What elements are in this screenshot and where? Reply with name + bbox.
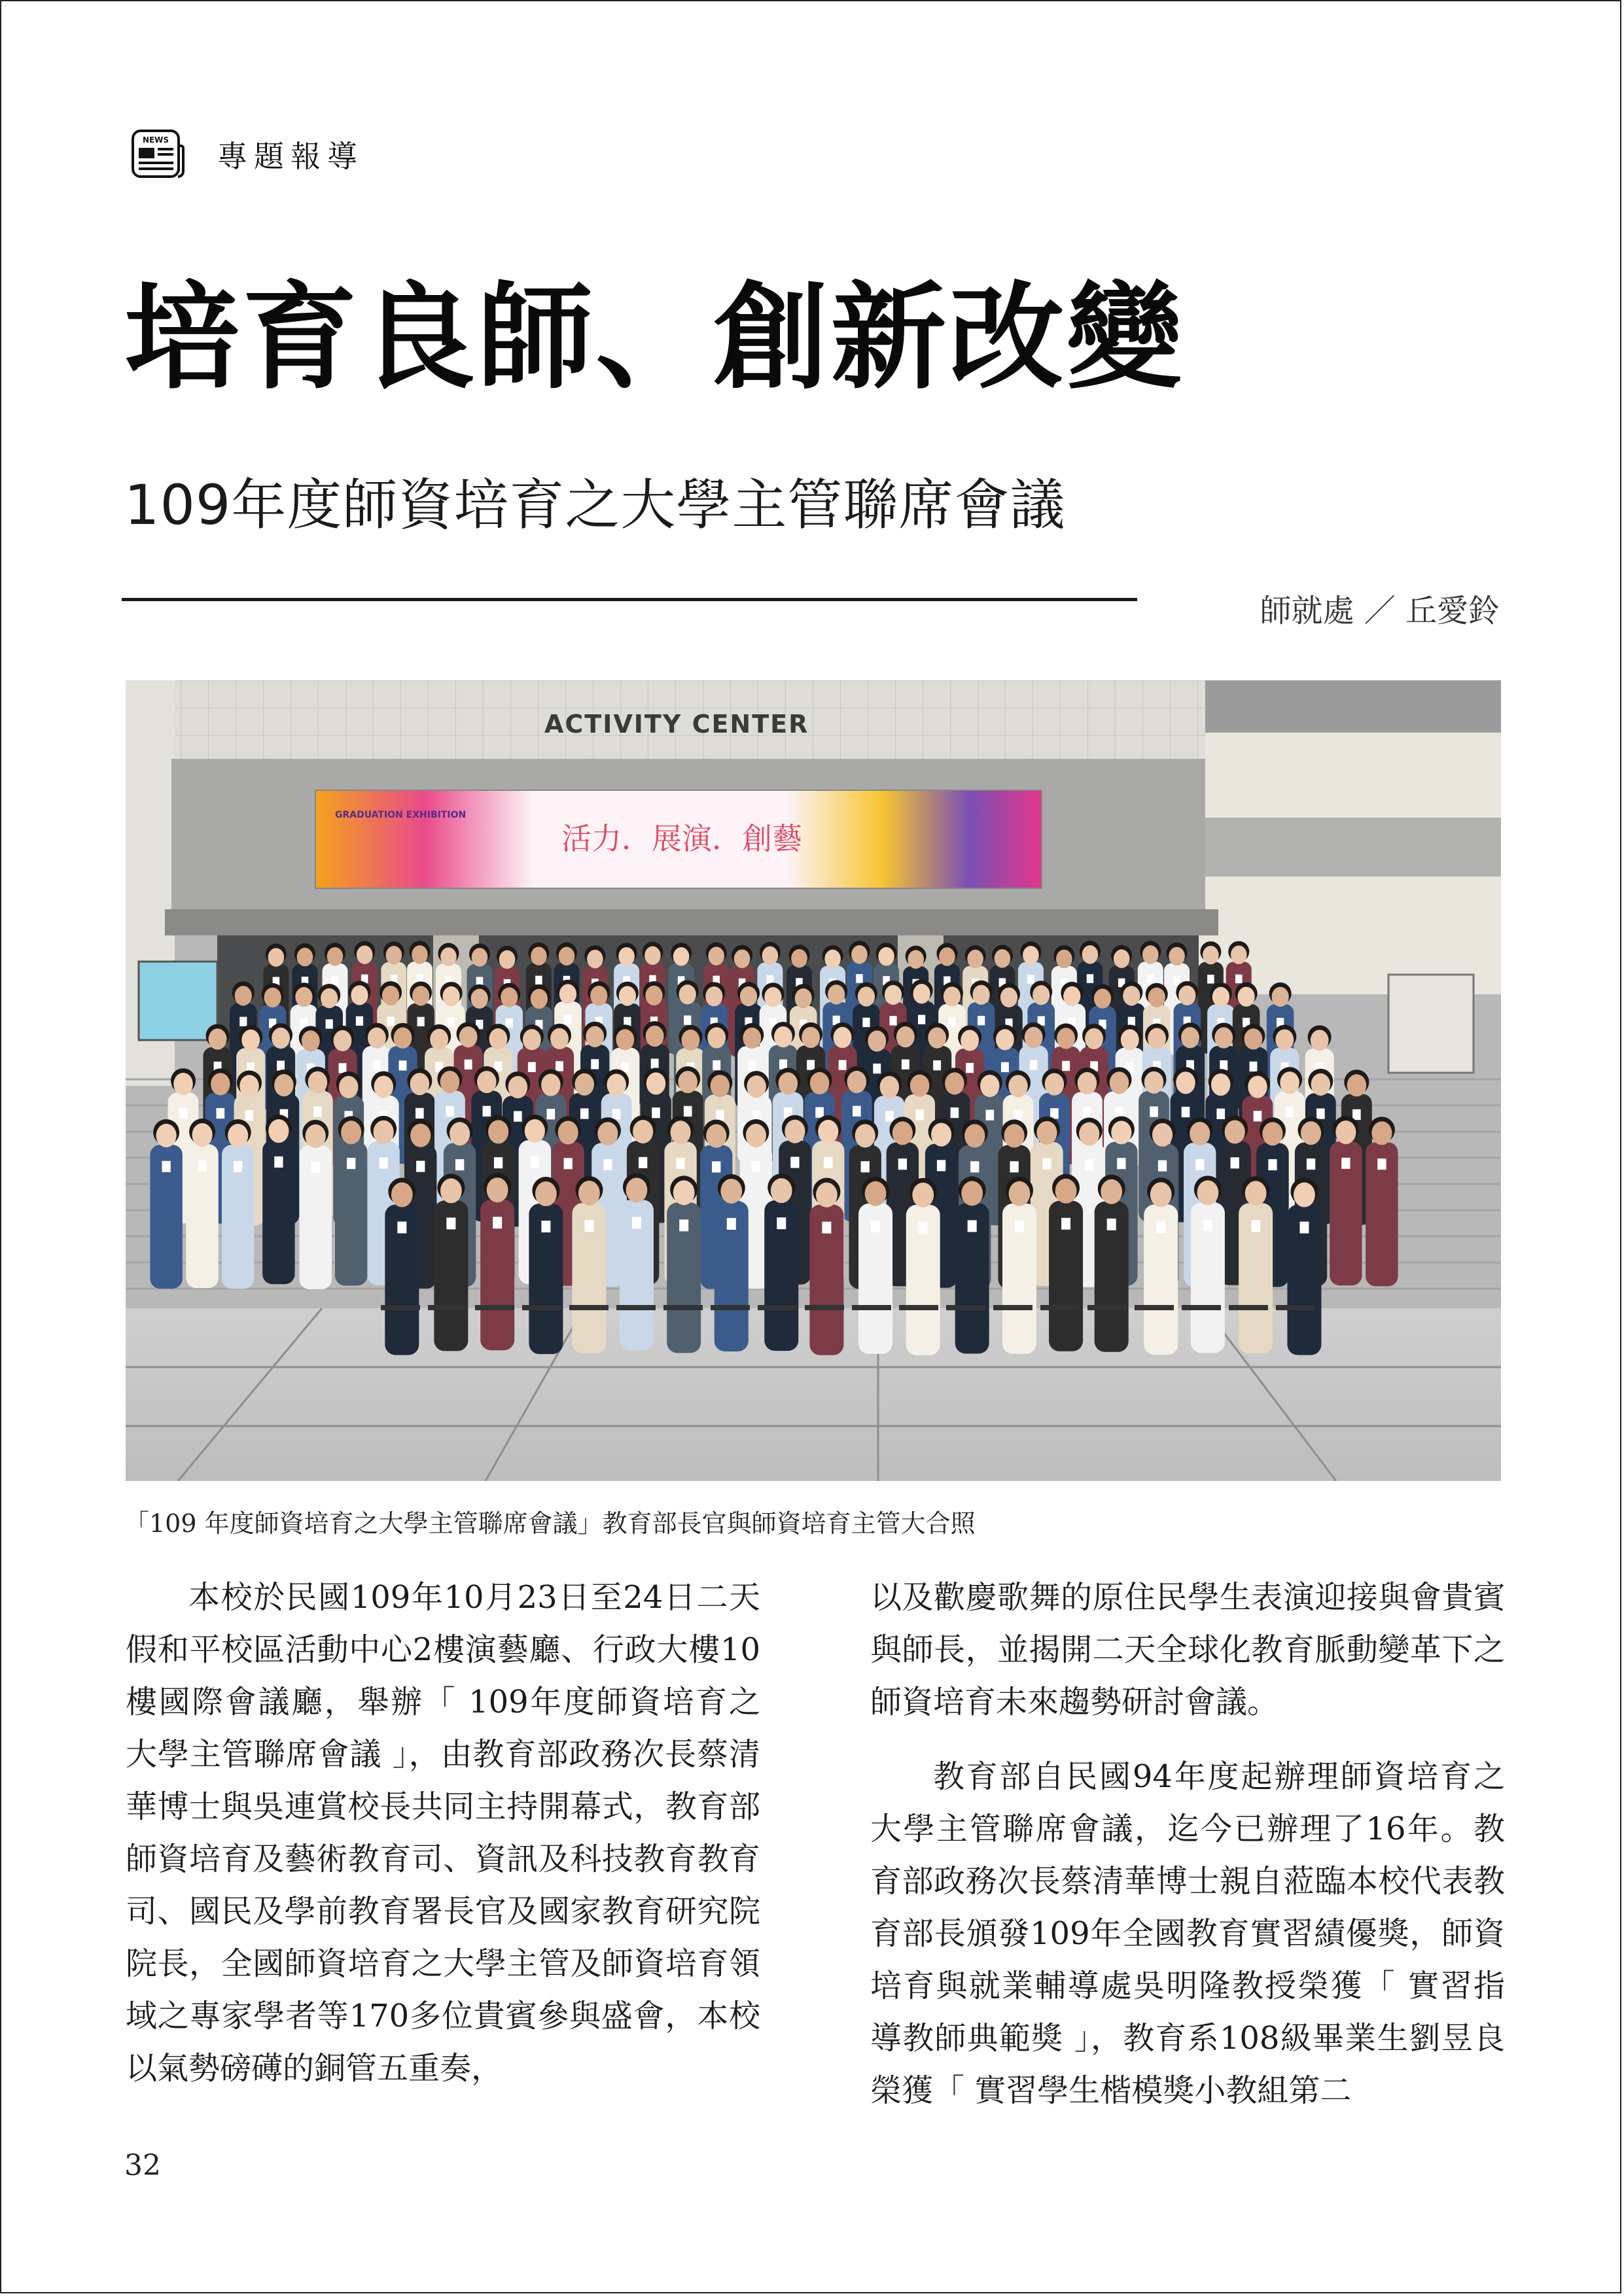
body-paragraph: 本校於民國109年10月23日至24日二天假和平校區活動中心2樓演藝廳、行政大樓10樓國際會議廳，舉辦「 109年度師資培育之大學主管聯席會議 」，由教育部政務次長蔡清華博士與吳連賞校長共同主持開幕式，教育部師資培育及藝術教育司、資訊及科技教育教育司、國民及學前教育署長官及國家教育研究院院長，全國師資培育之大學主管及師資培育領域之專家學者等170多位貴賓參與盛會，本校以氣勢磅礡的銅管五重奏， <box>126 1579 760 2087</box>
article-subtitle: 109年度師資培育之大學主管聯席會議 <box>124 473 1066 537</box>
building-sign: ACTIVITY CENTER <box>544 710 809 739</box>
body-column-right <box>870 1571 1505 2117</box>
page-number: 32 <box>124 2149 161 2182</box>
section-header <box>131 128 364 181</box>
title-rule <box>122 598 1137 601</box>
newspaper-icon-text: NEWS <box>142 135 169 145</box>
photo-caption: 「109 年度師資培育之大學主管聯席會議」教育部長官與師資培育主管大合照 <box>124 1509 976 1538</box>
body-column-left <box>126 1571 760 2095</box>
body-paragraph: 教育部自民國94年度起辦理師資培育之大學主管聯席會議，迄今已辦理了16年。教育部政務次長蔡清華博士親自蒞臨本校代表教育部長頒發109年全國教育實習績優獎，師資培育與就業輔導處吳明隆教授榮獲「 實習指導教師典範獎 」，教育系108級畢業生劉昱良榮獲「 實習學生楷模獎小教組第二 <box>870 1758 1505 2109</box>
section-label: 專題報導 <box>217 139 364 174</box>
body-paragraph-continued: 以及歡慶歌舞的原住民學生表演迎接與會貴賓與師長，並揭開二天全球化教育脈動變革下之師資培育未來趨勢研討會議。 <box>870 1579 1505 1720</box>
article-title: 培育良師、創新改變 <box>124 270 1185 405</box>
byline: 師就處 ／ 丘愛鈴 <box>1260 593 1500 629</box>
group-photo <box>126 680 1501 1481</box>
banner-text: 活力．展演．創藝 <box>561 821 802 856</box>
newspaper-icon <box>131 129 185 180</box>
banner-logo-text: GRADUATION EXHIBITION <box>335 810 467 820</box>
